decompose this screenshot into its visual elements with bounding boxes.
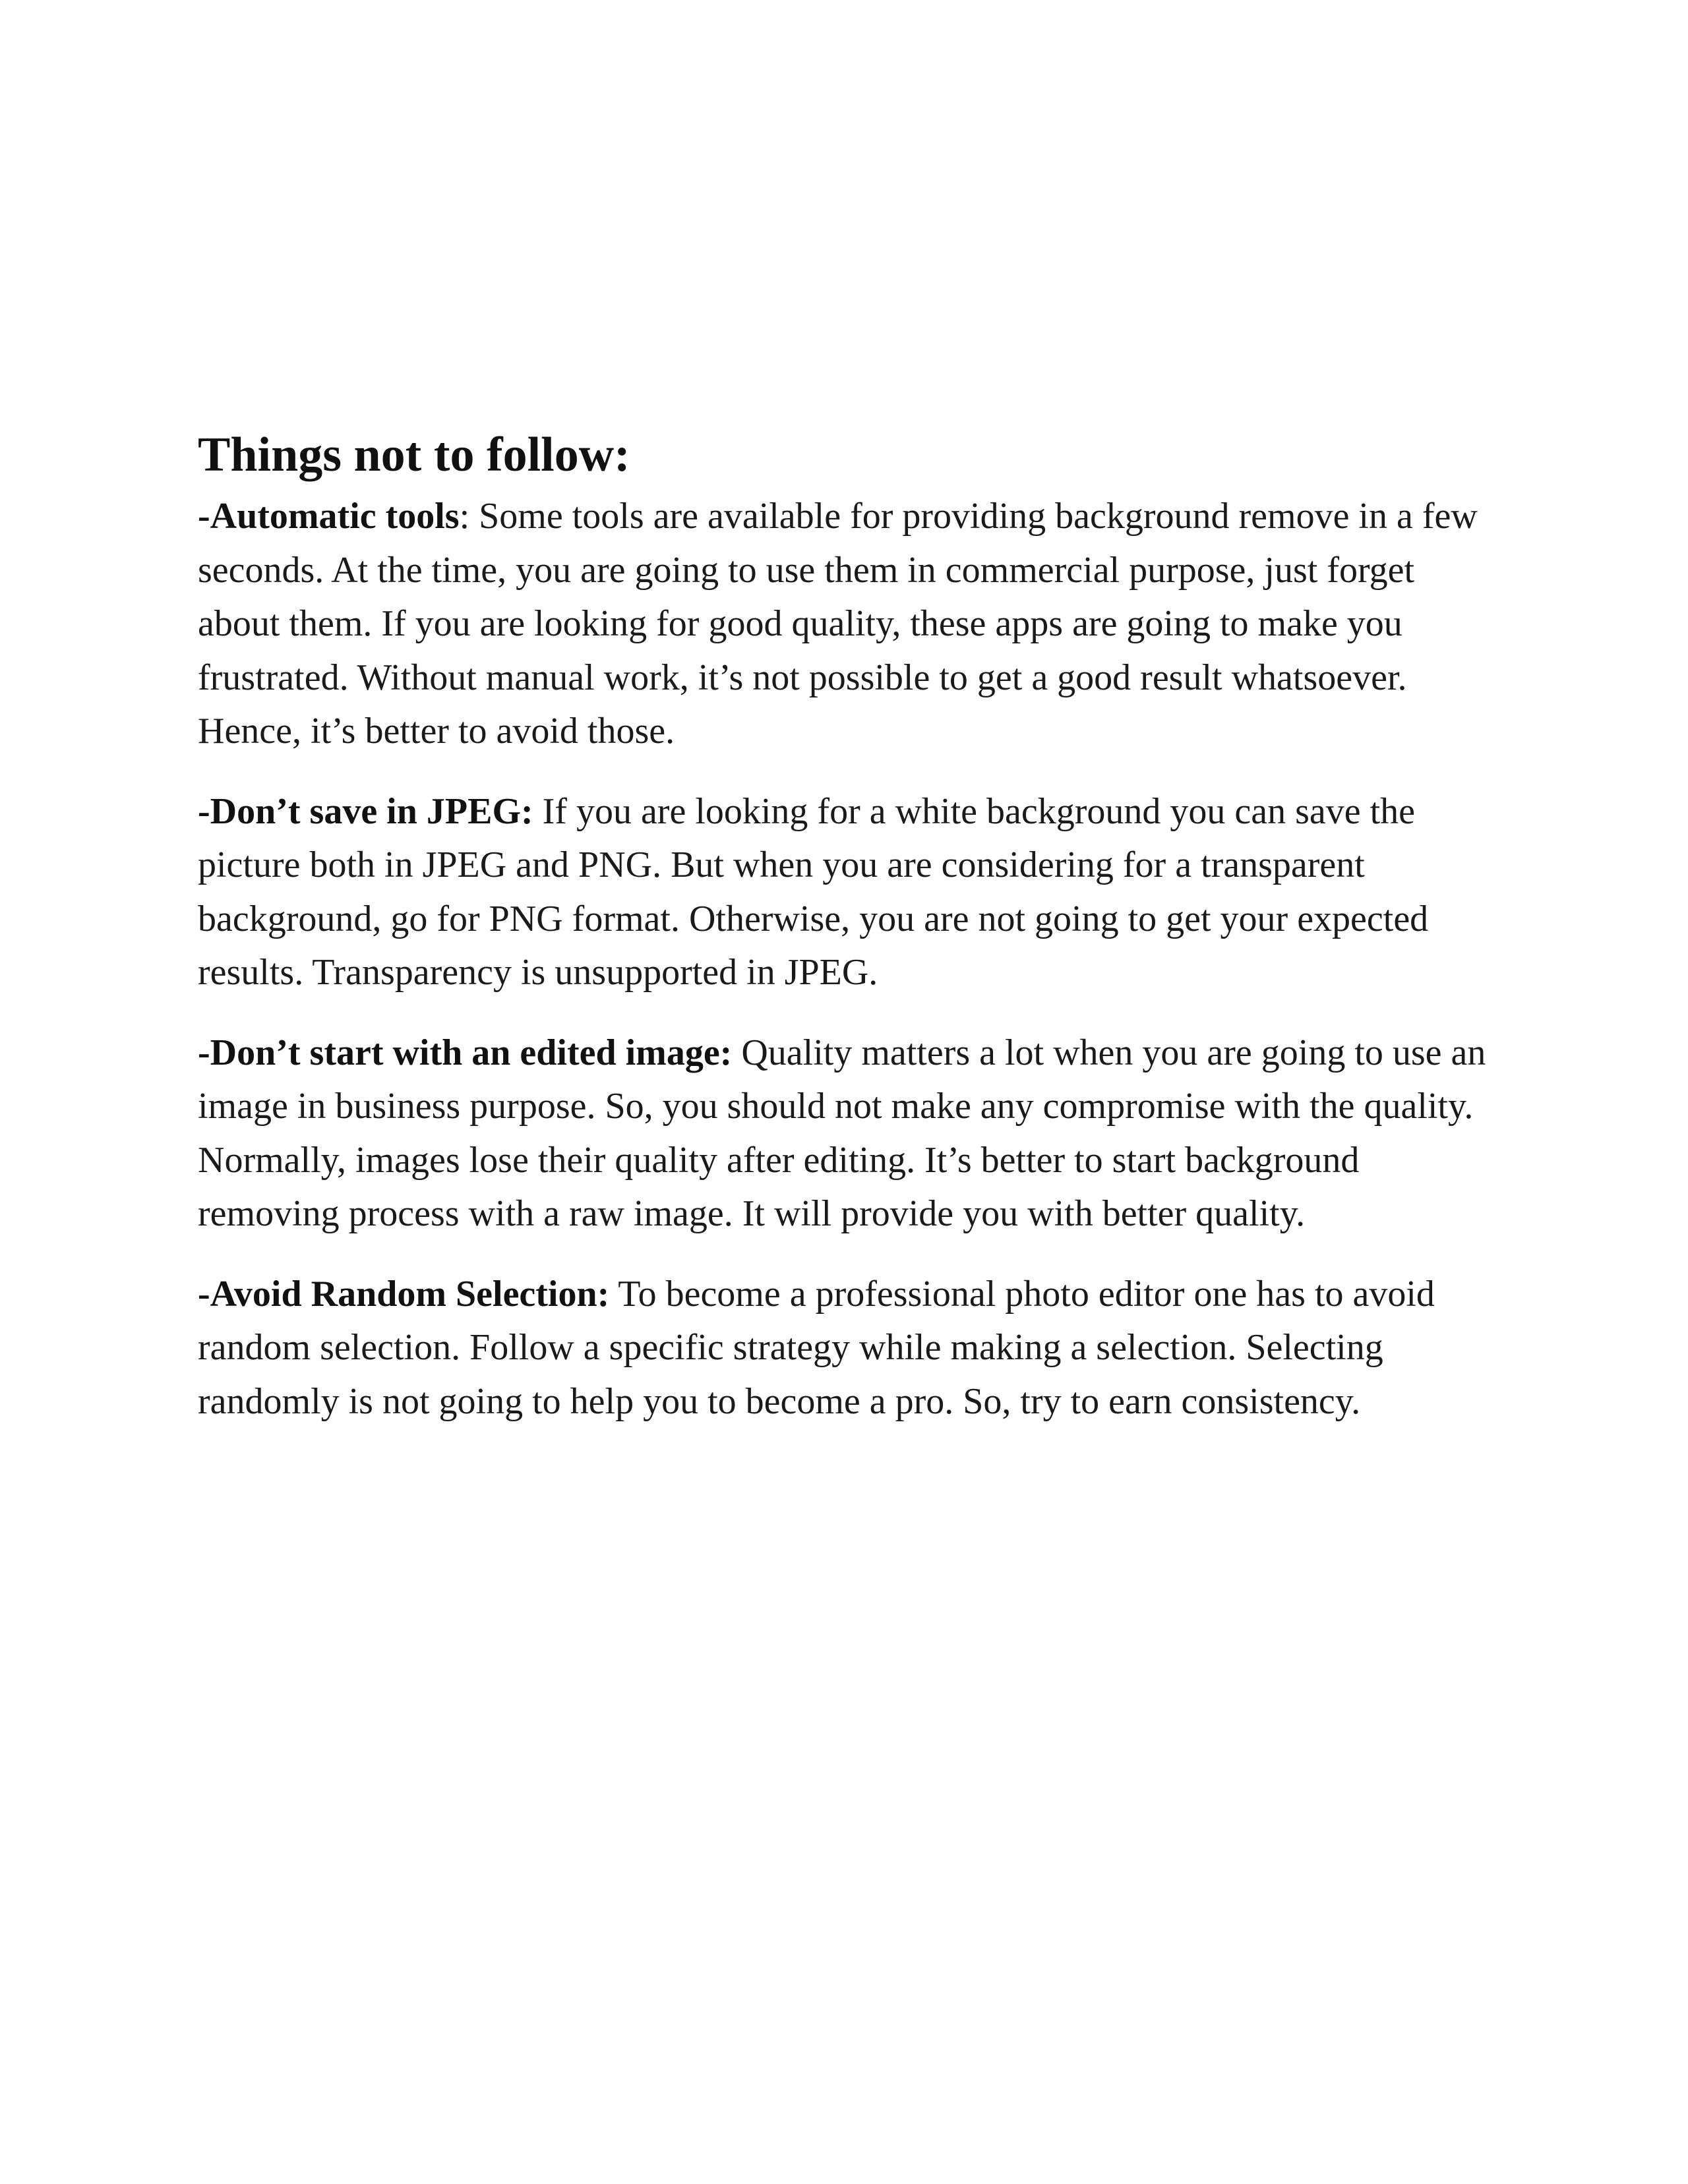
- paragraph-random-selection: [198, 1268, 1500, 1429]
- paragraph-text: To become a professional photo editor one has to avoid random selection. Follow a specific strategy while making a selection. Selecting randomly is not going to help you to become a pro. So, try to earn consistency.: [198, 1273, 1435, 1422]
- paragraph-text: If you are looking for a white background you can save the picture both in JPEG and PNG. But when you are considering for a transparent background, go for PNG format. Otherwise, you are not going to get your expected results. Transparency is unsupported in JPEG.: [198, 790, 1429, 993]
- paragraph-text: Quality matters a lot when you are going to use an image in business purpose. So, you should not make any compromise with the quality. Normally, images lose their quality after editing. It’s better to start background removing process with a raw image. It will provide you with better quality.: [198, 1032, 1486, 1234]
- paragraph-dont-save-jpeg: [198, 785, 1500, 1000]
- paragraph-automatic-tools: [198, 490, 1500, 759]
- paragraph-lead: -Don’t start with an edited image:: [198, 1032, 733, 1073]
- document-body: [198, 425, 1500, 1455]
- page-title: Things not to follow:: [198, 428, 630, 482]
- paragraph-lead: -Avoid Random Selection:: [198, 1273, 610, 1314]
- paragraph-lead: -Don’t save in JPEG:: [198, 790, 533, 832]
- paragraph-lead: -Automatic tools: [198, 496, 460, 537]
- paragraph-text: : Some tools are available for providing background remove in a few seconds. At the time, you are going to use them in commercial purpose, just forget about them. If you are looking for good quality, these apps are going to make you frustrated. Without manual work, it’s not possible to get a good result whatsoever. Hence, it’s better to avoid those.: [198, 496, 1478, 752]
- paragraph-edited-image: [198, 1026, 1500, 1241]
